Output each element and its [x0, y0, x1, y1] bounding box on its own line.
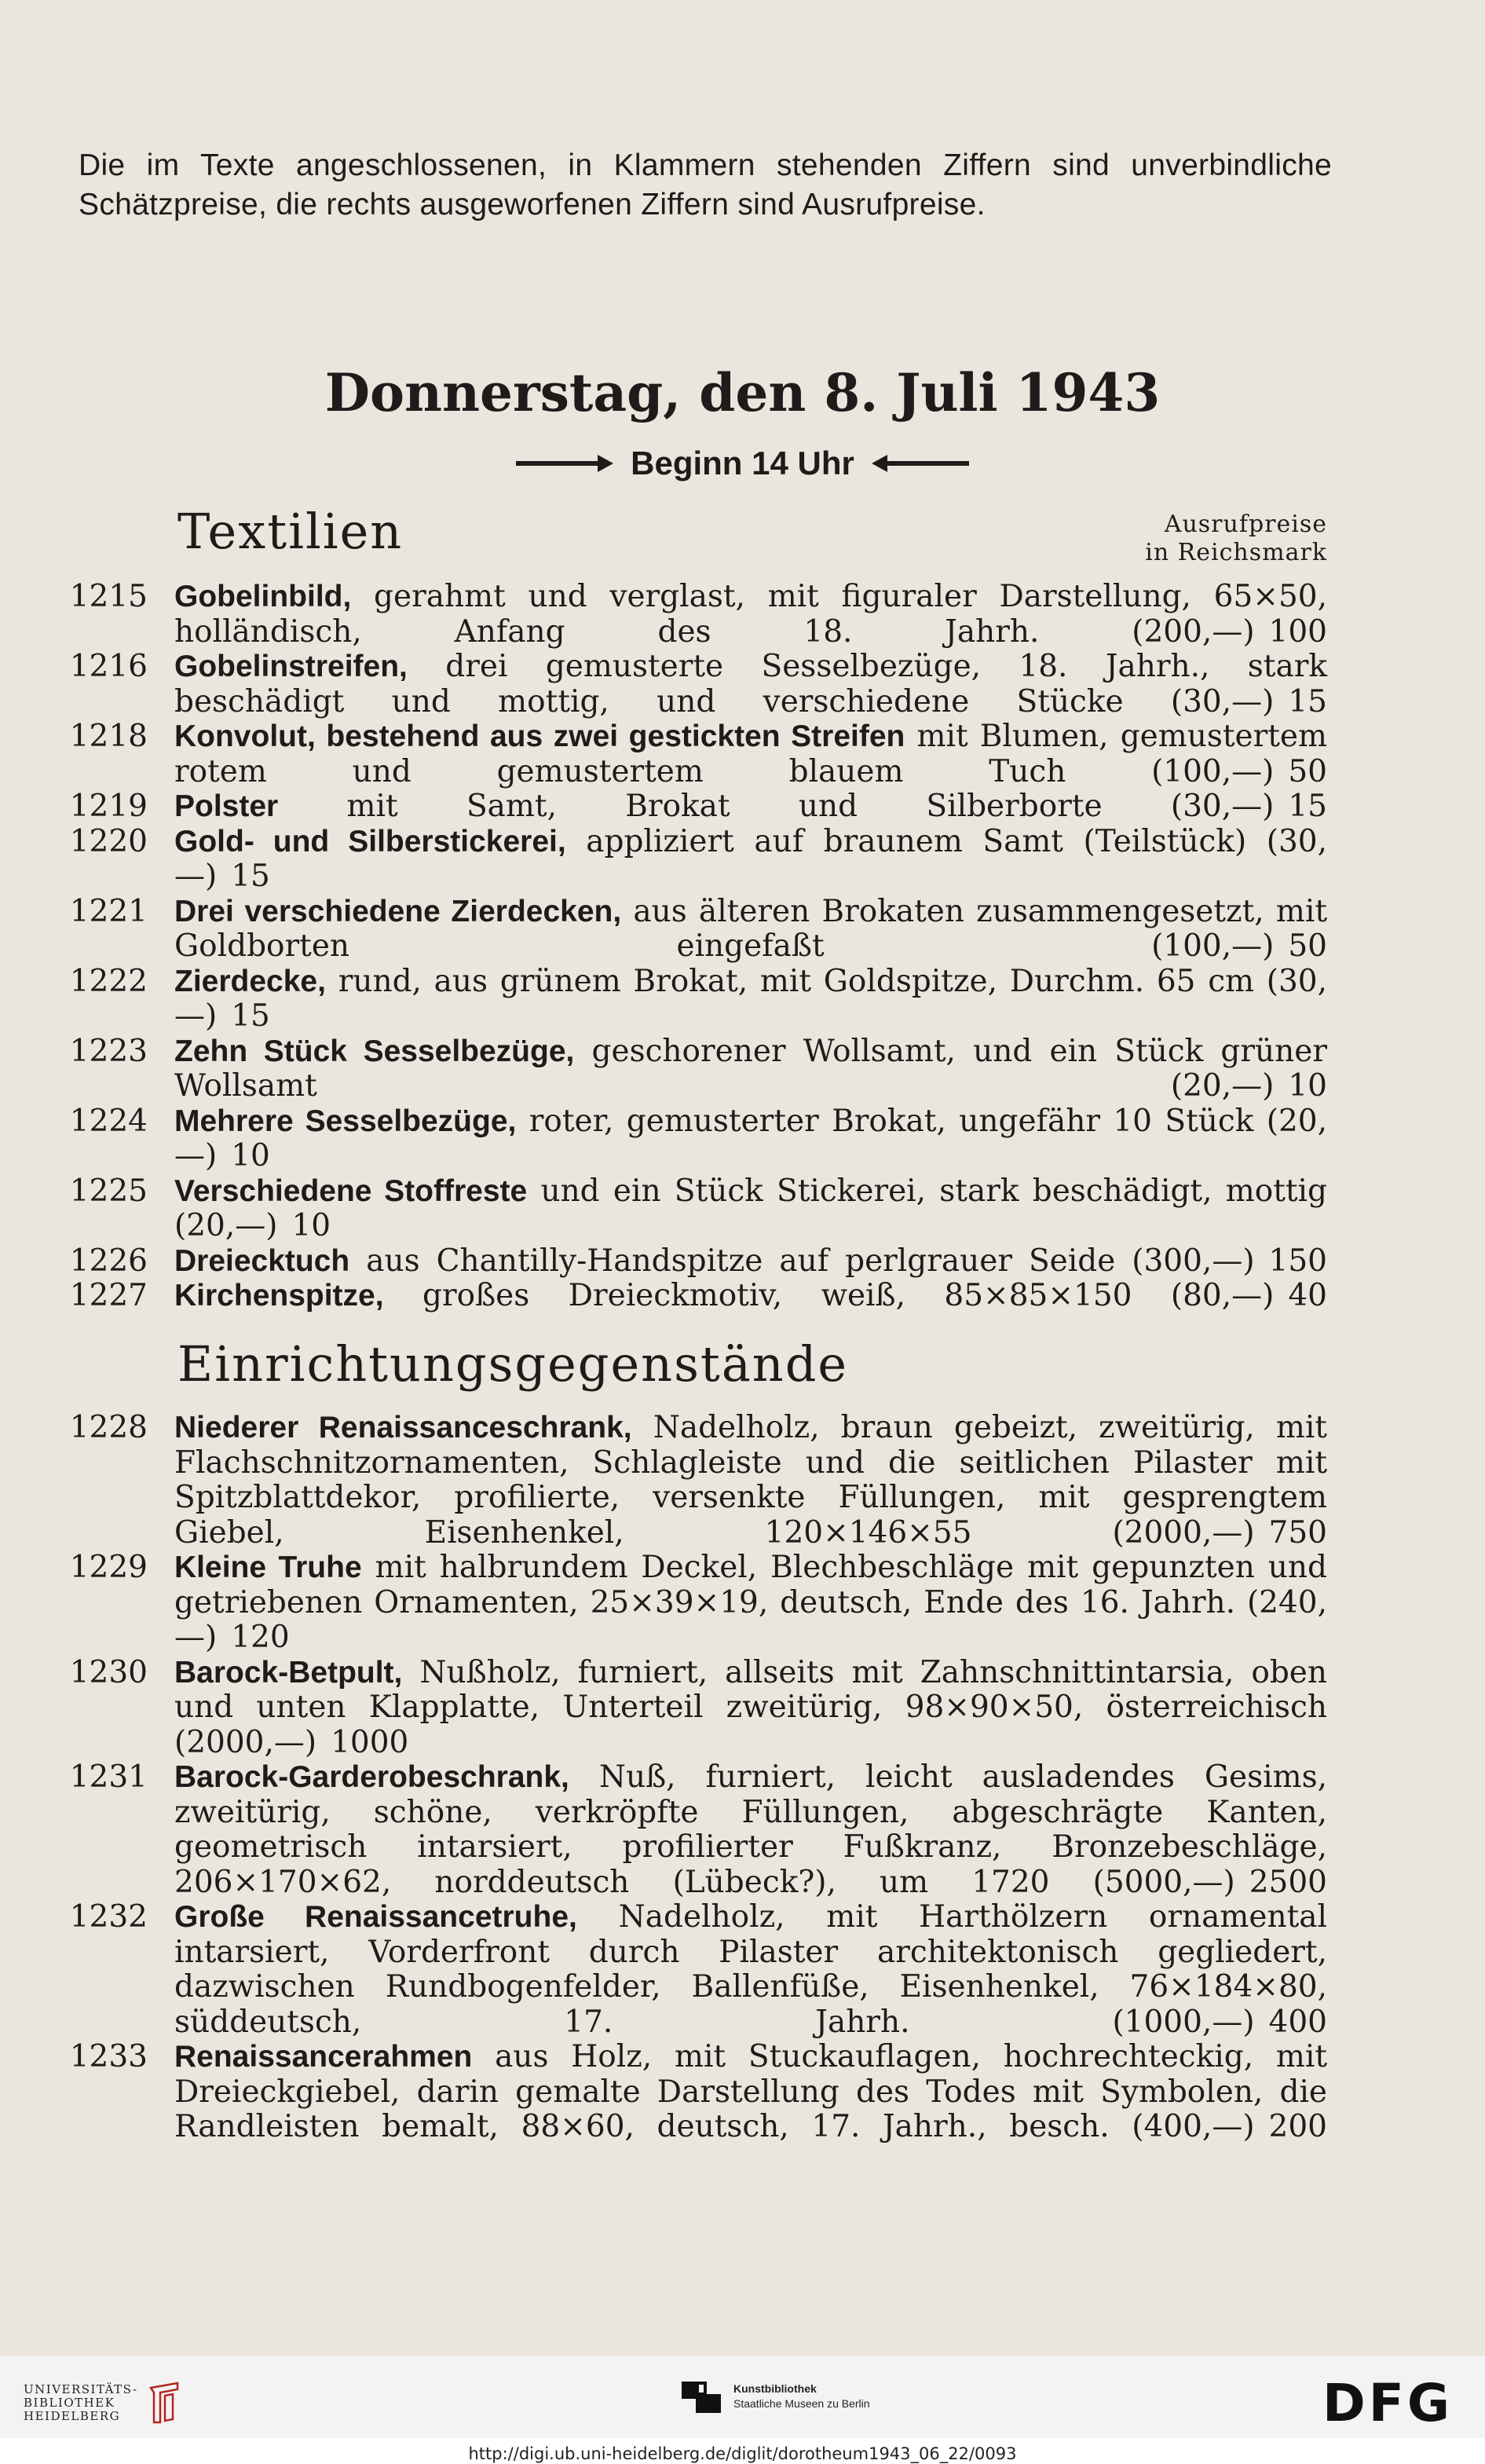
uni-heidelberg-logo[interactable] — [24, 2380, 184, 2426]
lot-description: drei gemusterte Sesselbezüge, 18. Jahrh., stark beschädigt und mottig, und verschiedene Stücke (30,—) — [174, 649, 1327, 719]
lot-price: 15 — [1288, 789, 1327, 824]
lot-entry — [0, 1411, 1485, 1551]
lot-number: 1231 — [69, 1759, 148, 1795]
left-arrow-icon — [872, 455, 969, 472]
lot-entry — [0, 2040, 1485, 2145]
lot-lead: Zehn Stück Sesselbezüge, — [174, 1034, 575, 1068]
lot-lead: Gobelinstreifen, — [174, 650, 408, 683]
lot-entry — [0, 1760, 1485, 1900]
lot-number: 1225 — [69, 1173, 148, 1209]
lot-number: 1226 — [69, 1243, 148, 1279]
uni-line1: UNIVERSITÄTS- — [24, 2382, 138, 2396]
lot-price: 50 — [1288, 928, 1327, 964]
lot-number: 1215 — [69, 579, 148, 614]
lot-description: und ein Stück Stickerei, stark beschädigt, mottig (20,—) — [174, 1173, 1327, 1243]
lot-price: 40 — [1288, 1278, 1327, 1313]
intro-note: Die im Texte angeschlossenen, in Klammern stehenden Ziffern sind unverbindliche Schätzpreise, die rechts ausgeworfenen Ziffern sind Ausrufpreise. — [79, 148, 1332, 222]
lot-lead: Barock-Garderobeschrank, — [174, 1760, 569, 1794]
lot-price: 10 — [1288, 1068, 1327, 1104]
lot-lead: Renaissancerahmen — [174, 2040, 473, 2074]
lot-description: mit Blumen, gemustertem rotem und gemustertem blauem Tuch (100,—) — [174, 719, 1327, 789]
lot-description: appliziert auf braunem Samt (Teilstück) (30,—) — [174, 823, 1328, 894]
lot-number: 1228 — [69, 1410, 148, 1445]
permalink-url[interactable]: http://digi.ub.uni-heidelberg.de/diglit/dorotheum1943_06_22/0093 — [468, 2444, 1017, 2463]
lot-description: Nußholz, furniert, allseits mit Zahnschnittintarsia, oben und unten Klapplatte, Unterteil zweitürig, 98×90×50, österreichisch (2000,—) — [174, 1654, 1327, 1760]
lot-description: mit halbrundem Deckel, Blechbeschläge mit gepunzten und getriebenen Ornamenten, 25×39×19, deutsch, Ende des 16. Jahrh. (240,—) — [174, 1550, 1327, 1655]
dfg-logo[interactable] — [1322, 2377, 1464, 2427]
lot-entry — [0, 789, 1485, 825]
dfg-wordmark: DFG — [1322, 2377, 1454, 2427]
lot-description: großes Dreieckmotiv, weiß, 85×85×150 (80,—) — [383, 1278, 1275, 1313]
lot-entry — [0, 965, 1485, 1034]
lot-lead: Polster — [174, 789, 279, 823]
lot-description: aus Chantilly-Handspitze auf perlgrauer Seide (300,—) — [349, 1243, 1255, 1279]
lot-lead: Drei verschiedene Zierdecken, — [174, 894, 622, 928]
lot-number: 1233 — [69, 2039, 148, 2074]
lot-number: 1230 — [69, 1654, 148, 1690]
lot-entry — [0, 1034, 1485, 1104]
lot-entry — [0, 1244, 1485, 1280]
uni-heidelberg-wordmark — [24, 2383, 138, 2423]
lot-entry — [0, 895, 1485, 965]
lot-number: 1218 — [69, 719, 148, 754]
lot-lead: Niederer Renaissanceschrank, — [174, 1411, 632, 1444]
lot-lead: Barock-Betpult, — [174, 1655, 403, 1690]
uni-line2: BIBLIOTHEK — [24, 2395, 115, 2410]
lot-lead: Mehrere Sesselbezüge, — [174, 1104, 517, 1138]
lot-price: 15 — [231, 859, 270, 894]
lot-description: Nuß, furniert, leicht ausladendes Gesims, zweitürig, schöne, verkröpfte Füllungen, abgeschrägte Kanten, geometrisch intarsiert, profilierter Fußkranz, Bronzebeschläge, 206×170×62, norddeutsch (Lübeck?), um 1720 (5000,—) — [174, 1759, 1327, 1900]
lot-price: 15 — [231, 998, 270, 1034]
lot-entry — [0, 1656, 1485, 1761]
right-arrow-icon — [516, 455, 613, 472]
begin-time: Beginn 14 Uhr — [631, 445, 854, 481]
lot-price: 120 — [231, 1620, 290, 1655]
lot-lead: Gold- und Silberstickerei, — [174, 824, 566, 859]
lot-entry — [0, 1104, 1485, 1174]
lot-price: 15 — [1288, 683, 1327, 719]
lot-lead: Gobelinbild, — [174, 580, 352, 613]
lot-lead: Dreiecktuch — [174, 1243, 350, 1278]
lot-description: Nadelholz, mit Harthölzern ornamental intarsiert, Vorderfront durch Pilaster architektonisch gegliedert, dazwischen Rundbogenfelder, Ballenfüße, Eisenhenkel, 76×184×80, süddeutsch, 17. Jahrh. (1000,—) — [174, 1899, 1328, 2040]
price-caption-line2: in Reichsmark — [1145, 539, 1327, 566]
lot-description: aus Holz, mit Stuckauflagen, hochrechteckig, mit Dreieckgiebel, darin gemalte Darstellung des Todes mit Symbolen, die Randleisten bemalt, 88×60, deutsch, 17. Jahrh., besch. (400,—) — [174, 2039, 1327, 2144]
lot-lead: Große Renaissancetruhe, — [174, 1900, 577, 1934]
price-caption-line1: Ausrufpreise — [1164, 511, 1327, 538]
section-title-einrichtung: Einrichtungsgegenstände — [177, 1335, 849, 1393]
uni-line3: HEIDELBERG — [24, 2408, 121, 2423]
lot-description: gerahmt und verglast, mit figuraler Darstellung, 65×50, holländisch, Anfang des 18. Jahrh. (200,—) — [174, 579, 1327, 650]
lot-price: 2500 — [1249, 1864, 1327, 1900]
lot-description: rund, aus grünem Brokat, mit Goldspitze, Durchm. 65 cm (30,—) — [174, 963, 1327, 1034]
entries-textilien — [0, 580, 1485, 1314]
lot-description: Nadelholz, braun gebeizt, zweitürig, mit Flachschnitzornamenten, Schlagleiste und die seitlichen Pilaster mit Spitzblattdekor, profilierte, versenkte Füllungen, mit gesprengtem Giebel, Eisenhenkel, 120×146×55 (2000,—) — [174, 1410, 1327, 1551]
footer-logo-bar — [0, 2356, 1485, 2438]
lot-lead: Kleine Truhe — [174, 1551, 362, 1584]
lot-entry — [0, 825, 1485, 895]
kunstbibliothek-wordmark — [733, 2382, 870, 2411]
lot-price: 50 — [1288, 753, 1327, 789]
lot-number: 1220 — [69, 823, 148, 859]
date-heading: Donnerstag, den 8. Juli 1943 — [324, 362, 1161, 423]
entries-einrichtung — [0, 1411, 1485, 2145]
lot-number: 1223 — [69, 1033, 148, 1069]
lot-entry — [0, 580, 1485, 650]
lot-description: aus älteren Brokaten zusammengesetzt, mit Goldborten eingefaßt (100,—) — [174, 893, 1327, 964]
lot-lead: Verschiedene Stoffreste — [174, 1173, 528, 1208]
kunstbibliothek-mark-icon — [680, 2378, 722, 2415]
lot-price: 150 — [1268, 1243, 1327, 1279]
lot-price: 100 — [1268, 613, 1327, 650]
lot-lead: Konvolut, bestehend aus zwei gestickten Streifen — [174, 719, 905, 753]
kb-title: Kunstbibliothek — [733, 2382, 817, 2395]
lot-number: 1221 — [69, 893, 148, 929]
lot-price: 1000 — [331, 1724, 409, 1760]
lot-entry — [0, 650, 1485, 719]
lot-price: 400 — [1268, 2004, 1327, 2040]
price-caption — [1099, 511, 1327, 567]
lot-number: 1229 — [69, 1550, 148, 1585]
lot-number: 1222 — [69, 963, 148, 999]
lot-lead: Kirchenspitze, — [174, 1279, 384, 1313]
lot-entry — [0, 1551, 1485, 1656]
lot-description: roter, gemusterter Brokat, ungefähr 10 Stück (20,—) — [174, 1103, 1327, 1173]
kunstbibliothek-logo[interactable] — [680, 2378, 870, 2415]
lot-entry — [0, 1900, 1485, 2040]
lot-entry — [0, 1174, 1485, 1244]
begin-line — [0, 445, 1485, 482]
lot-number: 1219 — [69, 789, 148, 824]
lot-number: 1227 — [69, 1278, 148, 1313]
lot-entry — [0, 719, 1485, 789]
lot-price: 10 — [291, 1208, 331, 1243]
lot-number: 1224 — [69, 1103, 148, 1139]
lot-description: mit Samt, Brokat und Silberborte (30,—) — [278, 789, 1275, 824]
uni-library-mark-icon — [146, 2380, 184, 2426]
lot-number: 1232 — [69, 1899, 148, 1935]
lot-price: 200 — [1268, 2109, 1327, 2144]
lot-price: 10 — [231, 1138, 270, 1173]
lot-lead: Zierdecke, — [174, 964, 326, 998]
section-title-textilien: Textilien — [177, 503, 404, 560]
kb-subtitle: Staatliche Museen zu Berlin — [733, 2397, 870, 2410]
lot-entry — [0, 1279, 1485, 1314]
lot-description: geschorener Wollsamt, und ein Stück grüner Wollsamt (20,—) — [174, 1033, 1327, 1104]
lot-number: 1216 — [69, 649, 148, 684]
lot-price: 750 — [1268, 1514, 1327, 1551]
